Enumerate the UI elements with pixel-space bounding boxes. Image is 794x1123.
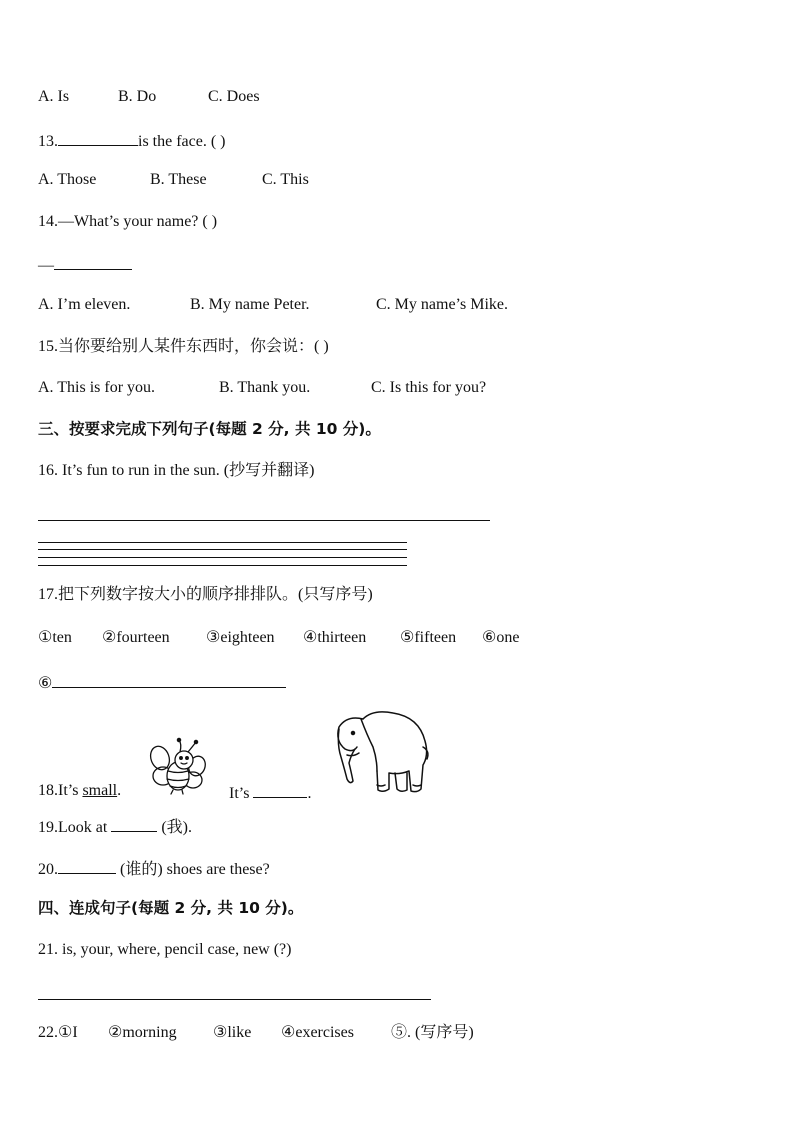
q17-item-1: ①ten xyxy=(38,629,72,646)
q13-option-b: B. These xyxy=(150,171,207,188)
q16-writing-line-2[interactable] xyxy=(38,549,407,550)
q17-answer-line xyxy=(38,671,286,694)
q13-number: 13. xyxy=(38,133,58,150)
q22-question xyxy=(38,1023,474,1043)
q22-item-1: 22.①I xyxy=(38,1024,78,1041)
q16-writing-line-1[interactable] xyxy=(38,542,407,543)
q15-option-c: C. Is this for you? xyxy=(371,379,487,396)
q18-end: . xyxy=(307,785,312,802)
q20-suffix: (谁的) shoes are these? xyxy=(116,861,270,878)
q13-options xyxy=(38,170,309,190)
q17-item-4: ④thirteen xyxy=(303,629,367,646)
q12-options xyxy=(38,87,260,107)
q20-question xyxy=(38,857,270,880)
q21-answer-line[interactable] xyxy=(38,999,431,1000)
q17-item-6: ⑥one xyxy=(482,629,520,646)
elephant-illustration xyxy=(333,705,433,797)
q15-option-b: B. Thank you. xyxy=(219,379,311,396)
q12-option-c: C. Does xyxy=(208,88,260,105)
q17-items xyxy=(38,628,519,648)
q14-question: 14.—What’s your name? ( ) xyxy=(38,213,218,230)
q12-option-a: A. Is xyxy=(38,88,70,105)
section-4-heading: 四、连成句子(每题 2 分, 共 10 分)。 xyxy=(38,899,304,917)
q14-answer-line xyxy=(38,253,132,276)
q15-option-a: A. This is for you. xyxy=(38,379,156,396)
q20-answer-blank[interactable] xyxy=(58,857,116,874)
q19-question xyxy=(38,815,192,838)
q22-item-4: ④exercises xyxy=(281,1024,354,1041)
q19-suffix: (我). xyxy=(157,819,192,836)
q17-answer-prefix: ⑥ xyxy=(38,675,53,692)
q18-suffix: . xyxy=(117,782,122,799)
q14-answer-blank[interactable] xyxy=(54,253,132,270)
q18-question xyxy=(38,781,121,801)
q19-answer-blank[interactable] xyxy=(111,815,157,832)
q17-item-3: ③eighteen xyxy=(206,629,275,646)
q13-text: is the face. ( ) xyxy=(138,133,226,150)
q16-question: 16. It’s fun to run in the sun. (抄写并翻译) xyxy=(38,462,315,479)
q21-question: 21. is, your, where, pencil case, new (?) xyxy=(38,941,292,958)
bee-illustration xyxy=(146,736,208,796)
q17-answer-blank[interactable] xyxy=(52,671,286,688)
q15-question: 15.当你要给别人某件东西时，你会说：( ) xyxy=(38,338,329,355)
q13-option-c: C. This xyxy=(262,171,309,188)
q16-answer-line[interactable] xyxy=(38,520,490,521)
q15-options xyxy=(38,378,486,398)
q22-item-3: ③like xyxy=(213,1024,252,1041)
q14-option-a: A. I’m eleven. xyxy=(38,296,131,313)
q14-option-b: B. My name Peter. xyxy=(190,296,310,313)
q22-item-2: ②morning xyxy=(108,1024,177,1041)
q18-answer-blank[interactable] xyxy=(253,781,307,798)
q14-dash: — xyxy=(38,257,54,274)
q16-writing-line-4[interactable] xyxy=(38,565,407,566)
q22-item-5: ⑤. (写序号) xyxy=(391,1024,474,1041)
q13-answer-blank[interactable] xyxy=(58,129,138,146)
q16-writing-line-3[interactable] xyxy=(38,557,407,558)
q17-question: 17.把下列数字按大小的顺序排排队。(只写序号) xyxy=(38,586,373,603)
q14-options xyxy=(38,295,508,315)
q13-option-a: A. Those xyxy=(38,171,97,188)
q13-question xyxy=(38,129,226,152)
q18-underlined-word: small xyxy=(82,782,118,799)
q14-option-c: C. My name’s Mike. xyxy=(376,296,508,313)
q17-item-5: ⑤fifteen xyxy=(400,629,457,646)
q12-option-b: B. Do xyxy=(118,88,157,105)
q18-prefix: 18.It’s xyxy=(38,782,83,799)
q18-second-prefix: It’s xyxy=(229,785,250,802)
q17-item-2: ②fourteen xyxy=(102,629,170,646)
q20-prefix: 20. xyxy=(38,861,58,878)
q19-prefix: 19.Look at xyxy=(38,819,112,836)
section-3-heading: 三、按要求完成下列句子(每题 2 分, 共 10 分)。 xyxy=(38,420,381,438)
q18-answer xyxy=(229,781,311,804)
